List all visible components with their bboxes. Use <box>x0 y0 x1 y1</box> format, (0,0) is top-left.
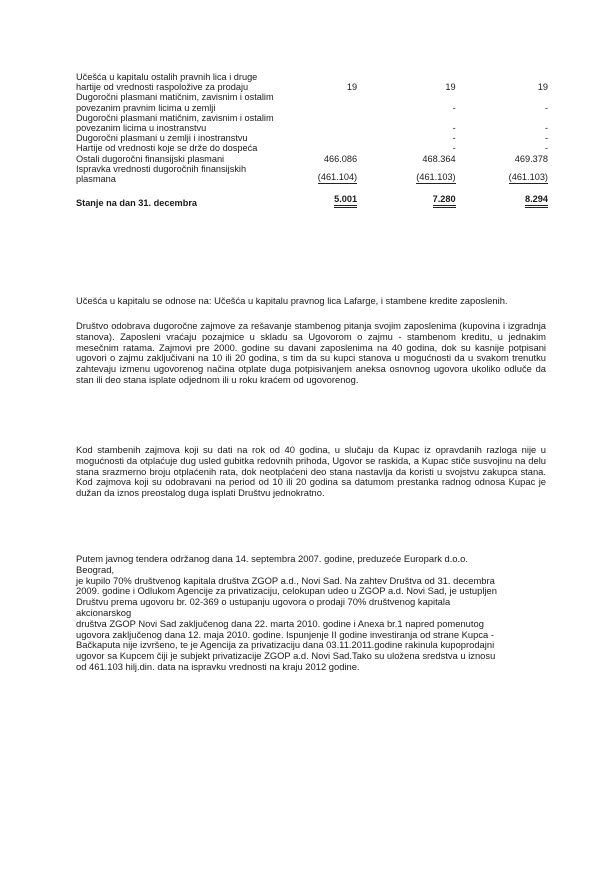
financial-table <box>76 72 548 208</box>
table-row <box>76 133 548 143</box>
value-col1 <box>285 133 357 143</box>
row-label: Dugoročni plasmani matičnim, zavisnim i ostalim povezanim pravnim licima u zemlji <box>76 92 274 113</box>
row-label: Hartije od vrednosti koje se drže do dospeća <box>76 143 258 154</box>
total-value: 7.280 <box>433 194 456 208</box>
paragraph-zgop <box>76 554 546 673</box>
value-col1 <box>285 113 357 133</box>
table-row <box>76 113 548 133</box>
value-col3: - <box>544 133 548 144</box>
total-label: Stanje na dan 31. decembra <box>76 198 198 209</box>
text-line: od 461.103 hilj.din. data na ispravku vrednosti na kraju 2012 godine. <box>76 660 360 672</box>
text-line: je kupilo 70% društvenog kapitala društva ZGOP a.d., Novi Sad. Na zahtev Društva od 31. decembra <box>76 574 495 586</box>
total-col2 <box>357 184 456 208</box>
text-line: Putem javnog tendera održanog dana 14. septembra 2007. godine, preduzeće Europark d.o.o. <box>76 553 468 564</box>
text-line: 2009. godine i Odlukom Agencije za privatizaciju, celokupan udeo u ZGOP a.d. Novi Sad, je ustupljen <box>76 585 497 597</box>
row-label: Dugoročni plasmani u zemlji i inostranstvu <box>76 133 248 144</box>
total-col1 <box>285 184 357 208</box>
table-row <box>76 164 548 184</box>
value-col3: 469.378 <box>514 153 548 164</box>
value-col2: - <box>452 102 456 113</box>
value-col2: 468.364 <box>422 153 456 164</box>
value-col3: - <box>544 143 548 154</box>
row-label: Učešća u kapitalu ostalih pravnih lica i druge hartije od vrednosti raspoložive za prodaju <box>76 72 258 93</box>
value-col3: - <box>544 102 548 113</box>
paragraph-loans: Društvo odobrava dugoročne zajmove za rešavanje stambenog pitanja svojim zaposlenima (kupovina i izgradnja stanova). Zaposleni vraćaju pozajmice u skladu sa Ugovorom o zajmu - stambenom kreditu, u jednakim mesečnim ratama. Zajmovi pre 2000. godine su davani zaposlenima na 40 godina, dok su kasnije potpisani ugovori o zajmu zaključivani na 10 ili 20 godina, s tim da su kupci stanova u mogućnosti da u svakom trenutku zahtevaju izmenu ugovorenog načina otplate duga potpisivanjem aneksa osnovnog ugovora ukoliko odluče da stan ili deo stana isplate odjednom ili u roku kraćem od ugovorenog. <box>76 320 546 385</box>
table-row <box>76 143 548 153</box>
value-col1 <box>285 164 357 184</box>
value-col2 <box>357 164 456 184</box>
text-line: ugovora zaključenog dana 12. maja 2010. godine. Ispunjenje II godine investiranja od strane Kupca - <box>76 628 494 640</box>
row-label: Dugoročni plasmani matičnim, zavisnim i ostalim povezanim licima u inostranstvu <box>76 112 274 134</box>
underlined-value: (461.103) <box>509 172 548 184</box>
underlined-value: (461.104) <box>318 172 357 184</box>
total-value: 5.001 <box>334 194 357 208</box>
text-line: akcionarskog <box>76 606 132 618</box>
text-line: Društvu prema ugovoru br. 02-369 o ustupanju ugovora o prodaji 70% društvenog kapitala <box>76 596 451 608</box>
text-line: Bačkaputa nije izvršeno, te je Agencija za privatizaciju dana 03.11.2011.godine rakinula kupoprodajni <box>76 639 495 651</box>
value-col2: - <box>452 133 456 144</box>
value-col2: 19 <box>445 82 456 93</box>
value-col1: 466.086 <box>323 153 358 164</box>
paragraph-equity: Učešća u kapitalu se odnose na: Učešća u kapitalu pravnog lica Lafarge, i stambene kredite zaposlenih. <box>76 295 508 306</box>
total-value: 8.294 <box>525 194 548 208</box>
value-col3: 19 <box>537 82 548 93</box>
table-row <box>76 154 548 164</box>
paragraph-housing-loans: Kod stambenih zajmova koji su dati na rok od 40 godina, u slučaju da Kupac iz opravdanih razloga nije u mogućnosti da otplaćuje dug usled gubitka redovnih prihoda, Ugovor se raskida, a Kupac stiče susvojinu na delu stana srazmerno broju otplaćenih rata, dok neotplaćeni deo stana nastavlja da koristi u svojstvu zakupca stana. Kod zajmova koji su odobravani na period od 10 ili 20 godina sa datumom prestanka radnog odnosa Kupac je dužan da iznos preostalog duga isplati Društvu jednokratno. <box>76 444 546 499</box>
total-col3 <box>456 184 548 208</box>
total-row <box>76 184 548 208</box>
value-col3 <box>456 164 548 184</box>
row-label: Ispravka vrednosti dugoročnih finansijskih plasmana <box>76 163 247 185</box>
row-label: Ostali dugoročni finansijski plasmani <box>76 153 225 164</box>
value-col1 <box>285 92 357 112</box>
value-col2: - <box>452 123 456 134</box>
value-col1: 19 <box>346 82 358 93</box>
text-line: društva ZGOP Novi Sad zaključenog dana 22. marta 2010. godine i Anexa br.1 napred pomenutog <box>76 617 484 629</box>
text-line: Beograd, <box>76 563 115 575</box>
value-col2: - <box>452 143 456 154</box>
text-line: ugovor sa Kupcem čiji je subjekt privatizacije ZGOP a.d. Novi Sad.Tako su uložena sredstva u iznosu <box>76 650 496 662</box>
value-col1 <box>285 143 357 153</box>
value-col3: - <box>544 123 548 134</box>
table-row <box>76 92 548 112</box>
underlined-value: (461.103) <box>416 172 455 184</box>
table-row <box>76 72 548 92</box>
